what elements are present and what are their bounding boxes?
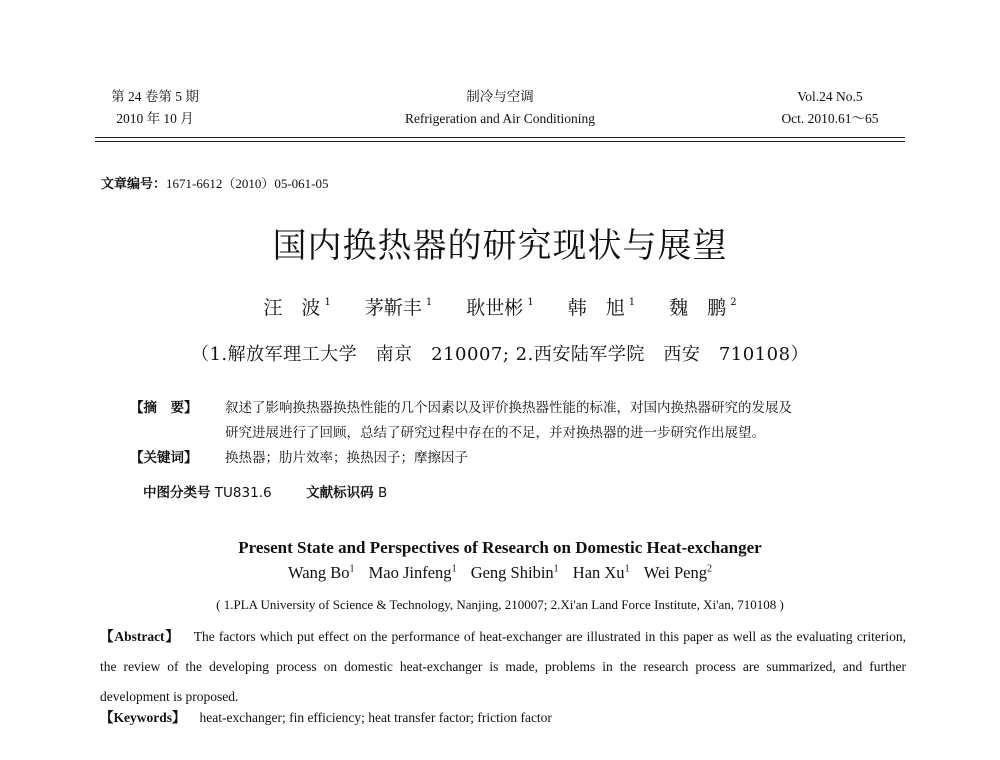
doc-code-value: B <box>377 485 388 501</box>
clc-label: 中图分类号 <box>143 485 211 501</box>
title-cn: 国内换热器的研究现状与展望 <box>272 226 728 266</box>
abstract-cn-line2: 研究进展进行了回顾，总结了研究过程中存在的不足，并对换热器的进一步研究作出展望。 <box>225 425 765 441</box>
authors-en <box>0 563 1000 583</box>
title-en: Present State and Perspectives of Research on Domestic Heat-exchanger <box>238 538 762 557</box>
doc-code-label: 文献标识码 <box>306 485 374 501</box>
classification-line <box>143 481 387 501</box>
abstract-en-text: The factors which put effect on the performance of heat-exchanger are illustrated in this paper as well as the evaluating criterion, the review of the developing process on domestic heat-exchanger is made, problems in the research process are summarized, and further development is proposed. <box>100 629 906 704</box>
header-center <box>385 86 615 130</box>
abstract-cn-label: 【摘 要】 <box>130 400 198 416</box>
journal-name-cn: 制冷与空调 <box>466 89 534 104</box>
affiliation-en: ( 1.PLA University of Science & Technology, Nanjing, 210007; 2.Xi'an Land Force Institute, Xi'an, 710108 ) <box>216 597 784 612</box>
article-number-value: 1671-6612（2010）05-061-05 <box>166 176 329 191</box>
keywords-cn-label: 【关键词】 <box>130 450 198 466</box>
author-cn: 茅靳丰 $^1$ <box>364 297 433 319</box>
article-number-label: 文章编号： <box>101 176 167 191</box>
header-rule-top <box>95 137 905 138</box>
journal-name-en: Refrigeration and Air Conditioning <box>404 111 596 126</box>
clc-value: TU831.6 <box>214 485 272 501</box>
header-left <box>95 86 215 130</box>
author-en: Han Xu$^1$ <box>572 563 630 582</box>
author-en: Wei Peng$^2$ <box>643 563 712 582</box>
keywords-en-value: heat-exchanger; fin efficiency; heat transfer factor; friction factor <box>199 710 552 725</box>
author-cn: 汪 波 $^1$ <box>263 297 331 319</box>
author-en: Wang Bo$^1$ <box>288 563 355 582</box>
header-rule-bottom <box>95 141 905 142</box>
author-en: Geng Shibin$^1$ <box>470 563 559 582</box>
date-cn: 2010 年 10 月 <box>116 111 194 126</box>
abstract-en <box>100 622 906 712</box>
abstract-cn-line1: 叙述了影响换热器换热性能的几个因素以及评价换热器性能的标准，对国内换热器研究的发展及 <box>225 400 792 416</box>
author-cn: 韩 旭 $^1$ <box>567 297 636 319</box>
author-cn: 耿世彬 $^1$ <box>466 297 534 319</box>
abstract-en-label: 【Abstract】 <box>100 629 180 644</box>
author-en: Mao Jinfeng$^1$ <box>368 563 457 582</box>
authors-cn <box>0 293 1000 320</box>
date-pages-en: Oct. 2010.61～65 <box>781 111 879 126</box>
abstract-cn <box>130 396 890 471</box>
keywords-en-label: 【Keywords】 <box>100 710 186 725</box>
journal-header <box>95 86 900 134</box>
keywords-cn-value: 换热器；肋片效率；换热因子；摩擦因子 <box>225 450 468 466</box>
keywords-en <box>100 706 552 726</box>
volume-en: Vol.24 No.5 <box>797 89 863 104</box>
affiliation-cn: （1.解放军理工大学 南京 210007; 2.西安陆军学院 西安 710108） <box>190 344 810 365</box>
article-number <box>101 173 329 192</box>
volume-cn: 第 24 卷第 5 期 <box>111 89 199 104</box>
author-cn: 魏 鹏 $^2$ <box>669 297 737 319</box>
header-right <box>760 86 900 130</box>
